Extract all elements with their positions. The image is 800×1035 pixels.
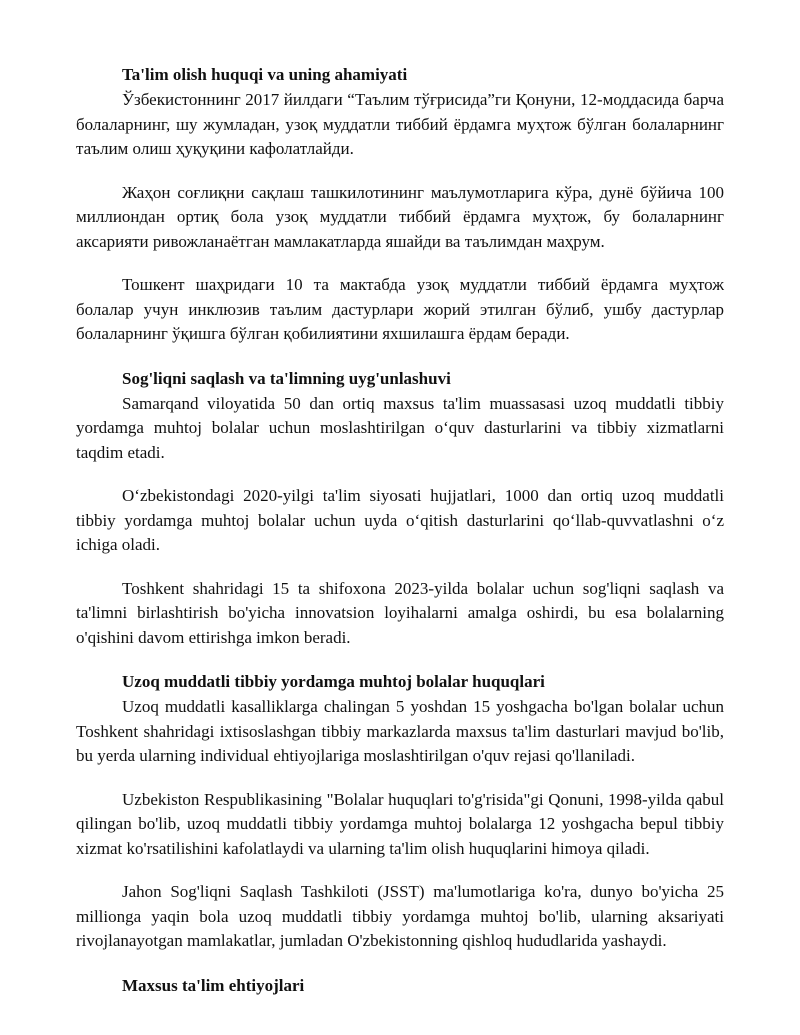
section-heading: Uzoq muddatli tibbiy yordamga muhtoj bolalar huquqlari [122,672,545,691]
paragraph: Uzoq muddatli kasalliklarga chalingan 5 yoshdan 15 yoshgacha bo'lgan bolalar uchun Toshkent shahridagi ixtisoslashgan tibbiy markazlarda maxsus ta'lim dasturlari mavjud bo'lib, bu yerda ularning individual ehtiyojlariga moslashtirilgan o'quv rejasi qo'llaniladi. [76,697,724,765]
paragraph: Jahon Sog'liqni Saqlash Tashkiloti (JSST) ma'lumotlariga ko'ra, dunyo bo'yicha 25 millionga yaqin bola uzoq muddatli tibbiy yordamga muhtoj bo'lib, ularning aksariyati rivojlanayotgan mamlakatlar, jumladan O'zbekistonning qishloq hududlarida yashaydi. [76,882,724,950]
paragraph: Oʻzbekistondagi 2020-yilgi ta'lim siyosati hujjatlari, 1000 dan ortiq uzoq muddatli tibbiy yordamga muhtoj bolalar uchun uyda oʻqitish dasturlarini qoʻllab-quvvatlashni oʻz ichiga oladi. [76,486,724,554]
paragraph: Samarqand viloyatida 50 dan ortiq maxsus ta'lim muassasasi uzoq muddatli tibbiy yordamga muhtoj bolalar uchun moslashtirilgan oʻquv dasturlarini va tibbiy xizmatlarni taqdim etadi. [76,393,724,462]
paragraph: Тошкент шаҳридаги 10 та мактабда узоқ муддатли тиббий ёрдамга муҳтож болалар учун инклюзив таълим дастурлари жорий этилган бўлиб, ушбу дастурлар болаларнинг ўқишга бўлган қобилиятини яхшилашга ёрдам беради. [76,275,724,343]
paragraph: Жаҳон соғлиқни сақлаш ташкилотининг маълумотларига кўра, дунё бўйича 100 миллиондан ортиқ бола узоқ муддатли тиббий ёрдамга муҳтож, бу болаларнинг аксарияти ривожланаётган мамлакатларда яшайди ва таълимдан маҳрум. [76,182,724,251]
document-page [76,64,724,999]
section-heading: Ta'lim olish huquqi va uning ahamiyati [122,65,408,84]
section-heading: Sog'liqni saqlash va ta'limning uyg'unlashuvi [122,368,451,388]
paragraph: Uzbekiston Respublikasining "Bolalar huquqlari to'g'risida"gi Qonuni, 1998-yilda qabul qilingan bo'lib, uzoq muddatli tibbiy yordamga muhtoj bolalarga 12 yoshgacha bepul tibbiy xizmat ko'rsatilishini kafolatlaydi va ularning ta'lim olish huquqlarini himoya qiladi. [76,789,724,858]
section-heading: Maxsus ta'lim ehtiyojlari [122,975,305,995]
paragraph: Toshkent shahridagi 15 ta shifoxona 2023-yilda bolalar uchun sog'liqni saqlash va ta'limni birlashtirish bo'yicha innovatsion loyihalarni amalga oshirdi, bu esa bolalarning o'qishini davom ettirishga imkon beradi. [76,578,724,647]
paragraph: Ўзбекистоннинг 2017 йилдаги “Таълим тўғрисида”ги Қонуни, 12-моддасида барча болаларнинг, шу жумладан, узоқ муддатли тиббий ёрдамга муҳтож бўлган болаларнинг таълим олиш ҳуқуқини кафолатлайди. [76,90,724,158]
